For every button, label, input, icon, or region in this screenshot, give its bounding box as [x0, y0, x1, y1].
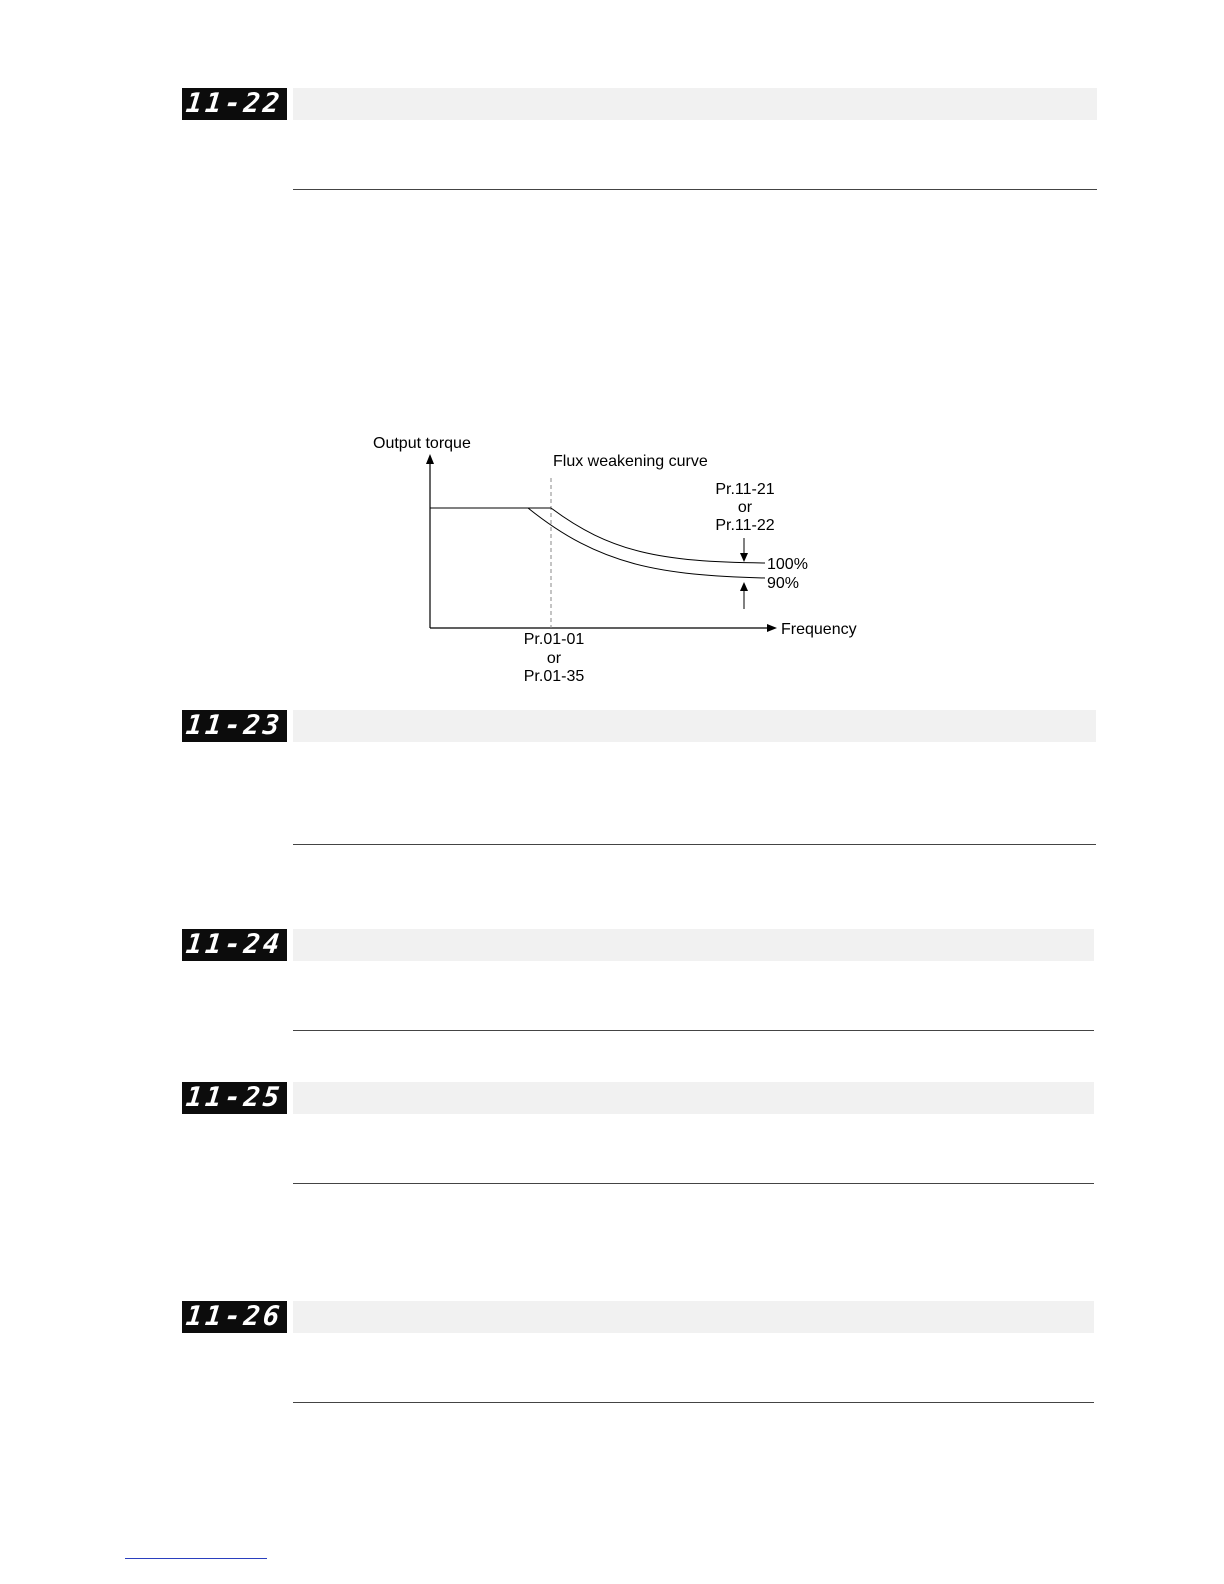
- level-high-label: 100%: [767, 556, 808, 573]
- param-code-display: 11-26: [182, 1301, 287, 1333]
- param-top-line1: Pr.11-21: [715, 481, 775, 498]
- param-top-line2: or: [737, 499, 753, 516]
- param-header-11-24: [182, 929, 1094, 961]
- up-arrow-icon: [740, 582, 748, 591]
- divider-line: [293, 1402, 1094, 1403]
- divider-line: [293, 1183, 1094, 1184]
- param-top-line3: Pr.11-22: [715, 517, 775, 534]
- base-freq-line3: Pr.01-35: [523, 668, 585, 685]
- base-freq-line1: Pr.01-01: [523, 631, 585, 648]
- param-title-bar: [293, 929, 1094, 961]
- y-axis-arrow: [426, 454, 434, 464]
- param-code-display: 11-23: [182, 710, 287, 742]
- footer-link-underline[interactable]: [125, 1558, 267, 1559]
- y-axis-label: Output torque: [373, 435, 471, 452]
- param-header-11-26: [182, 1301, 1094, 1333]
- param-title-bar: [293, 1301, 1094, 1333]
- param-code-display: 11-22: [182, 88, 287, 120]
- curve-label: Flux weakening curve: [553, 453, 708, 470]
- level-low-label: 90%: [767, 575, 800, 592]
- x-axis-label: Frequency: [781, 621, 857, 638]
- param-title-bar: [293, 1082, 1094, 1114]
- x-axis-arrow: [767, 624, 777, 632]
- param-title-bar: [293, 710, 1096, 742]
- divider-line: [293, 844, 1096, 845]
- param-header-11-23: [182, 710, 1096, 742]
- base-freq-line2: or: [546, 650, 562, 667]
- param-code-display: 11-25: [182, 1082, 287, 1114]
- down-arrow-icon: [740, 553, 748, 562]
- divider-line: [293, 1030, 1094, 1031]
- flux-weakening-chart: [0, 0, 1224, 700]
- param-header-11-25: [182, 1082, 1094, 1114]
- param-code-display: 11-24: [182, 929, 287, 961]
